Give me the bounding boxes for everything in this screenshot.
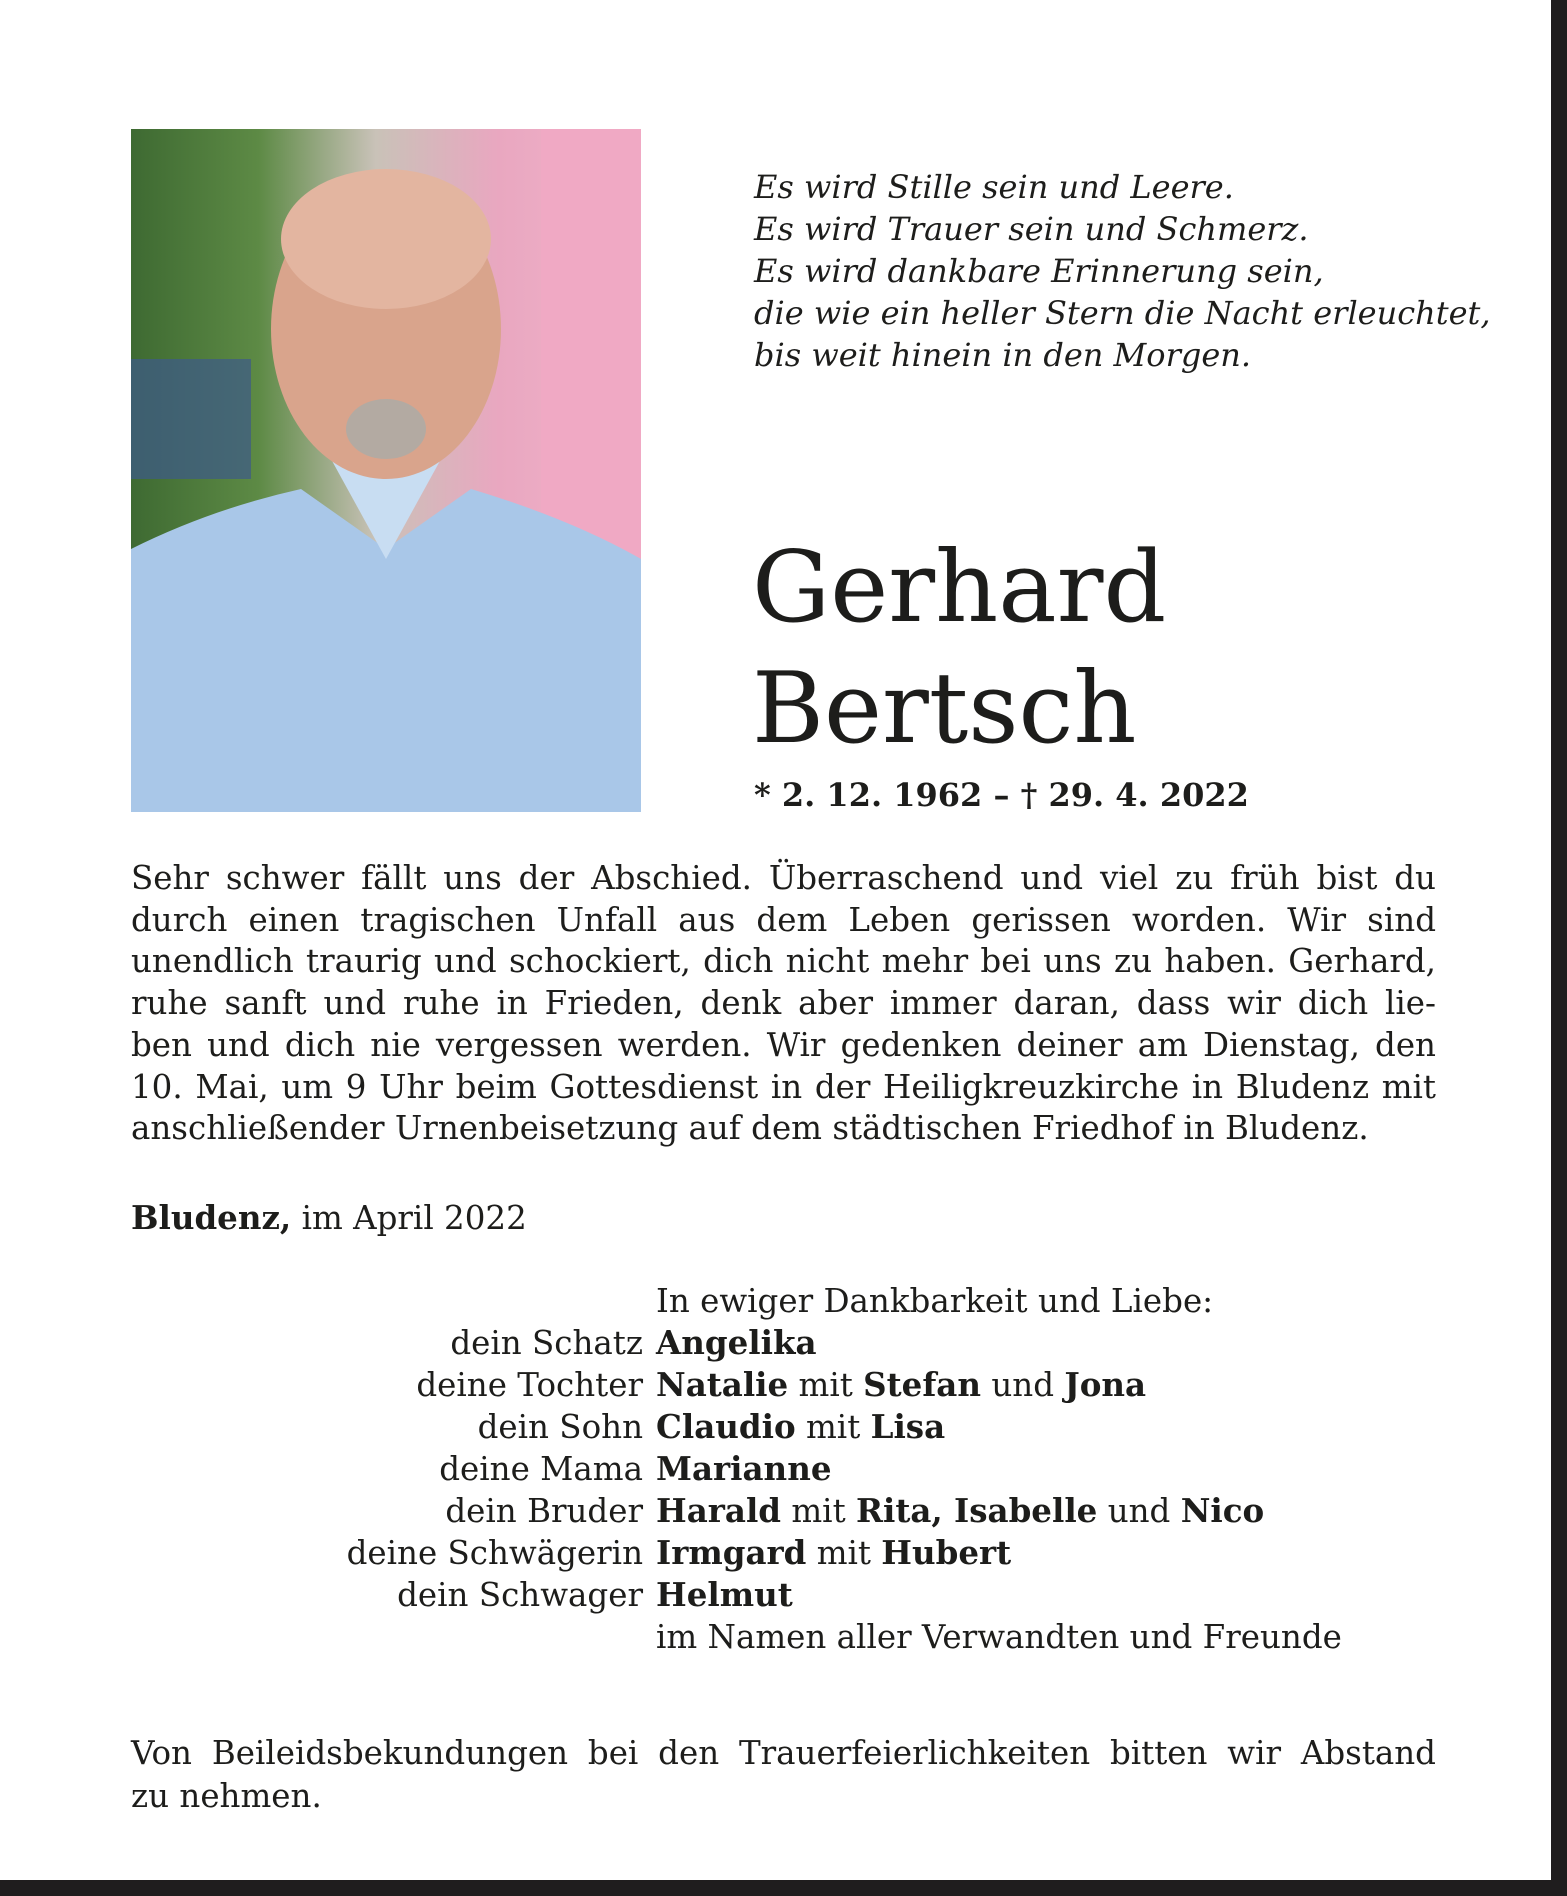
relative-names <box>656 1490 1264 1532</box>
signature-row <box>0 1406 1567 1448</box>
body-line: ruhe sanft und ruhe in Frieden, denk aber immer daran, dass wir dich lie- <box>131 984 1436 1023</box>
signature-row <box>0 1322 1567 1364</box>
relative-names <box>656 1448 832 1490</box>
signature-closing: im Namen aller Verwandten und Freunde <box>656 1618 1342 1656</box>
relative-names <box>656 1364 1146 1406</box>
closing-line: zu nehmen. <box>131 1777 322 1815</box>
poem-line: die wie ein heller Stern die Nacht erleuchtet, <box>754 294 1491 332</box>
body-line: Sehr schwer fällt uns der Abschied. Überraschend und viel zu früh bist du <box>131 859 1436 897</box>
relative-name: Hubert <box>881 1533 1012 1572</box>
relation-label: deine Tochter <box>416 1366 643 1404</box>
relation-label: dein Schwager <box>397 1576 643 1614</box>
deceased-name <box>752 528 1166 770</box>
body-line: durch einen tragischen Unfall aus dem Leben gerissen worden. Wir sind <box>131 900 1436 939</box>
connector: und <box>1097 1492 1181 1530</box>
relation-label: deine Mama <box>439 1450 643 1488</box>
portrait-photo <box>131 129 641 812</box>
relative-name: Irmgard <box>656 1533 807 1572</box>
poem <box>754 166 1491 376</box>
life-dates: * 2. 12. 1962 – † 29. 4. 2022 <box>754 776 1249 814</box>
relative-name: Nico <box>1180 1491 1265 1530</box>
place-month: im April 2022 <box>291 1199 527 1237</box>
connector: mit <box>806 1534 882 1572</box>
relative-name: Claudio <box>656 1407 796 1446</box>
border-bottom <box>0 1880 1567 1896</box>
signature-row <box>0 1364 1567 1406</box>
relative-name: Lisa <box>870 1407 946 1446</box>
signature-row <box>0 1532 1567 1574</box>
connector: mit <box>795 1408 871 1446</box>
relative-names <box>656 1322 817 1364</box>
relative-name: Rita, Isabelle <box>855 1491 1098 1530</box>
relative-name: Harald <box>656 1491 782 1530</box>
first-name: Gerhard <box>752 531 1167 645</box>
signature-row <box>0 1448 1567 1490</box>
poem-line: Es wird dankbare Erinnerung sein, <box>754 252 1324 290</box>
relative-name: Stefan <box>863 1365 981 1404</box>
connector: mit <box>788 1366 864 1404</box>
poem-line: Es wird Trauer sein und Schmerz. <box>754 210 1309 248</box>
place-date <box>131 1198 527 1237</box>
body-line: anschließender Urnenbeisetzung auf dem städtischen Friedhof in Bludenz. <box>131 1109 1369 1148</box>
signatures <box>0 1280 1567 1658</box>
relative-names <box>656 1574 793 1616</box>
relative-names <box>656 1406 945 1448</box>
closing-line: Von Beileidsbekundungen bei den Trauerfeierlichkeiten bitten wir Abstand <box>131 1734 1436 1772</box>
body-text <box>131 858 1436 1150</box>
last-name: Bertsch <box>752 652 1137 766</box>
relative-name: Helmut <box>656 1575 793 1614</box>
relation-label: deine Schwägerin <box>346 1534 643 1572</box>
closing-note <box>131 1732 1436 1818</box>
relative-name: Natalie <box>656 1365 789 1404</box>
poem-line: Es wird Stille sein und Leere. <box>754 168 1234 206</box>
relation-label: dein Schatz <box>450 1324 643 1362</box>
relation-label: dein Bruder <box>445 1492 643 1530</box>
body-line: ben und dich nie vergessen werden. Wir gedenken deiner am Dienstag, den <box>131 1025 1436 1064</box>
relative-name: Marianne <box>656 1449 832 1488</box>
relative-name: Jona <box>1064 1365 1147 1404</box>
signature-row <box>0 1574 1567 1616</box>
signature-row <box>0 1490 1567 1532</box>
body-line: 10. Mai, um 9 Uhr beim Gottesdienst in der Heiligkreuzkirche in Bludenz mit <box>131 1067 1436 1106</box>
poem-line: bis weit hinein in den Morgen. <box>754 336 1252 374</box>
relative-name: Angelika <box>656 1323 817 1362</box>
connector: mit <box>781 1492 856 1530</box>
relation-label: dein Sohn <box>477 1408 643 1446</box>
relative-names <box>656 1532 1011 1574</box>
connector: und <box>981 1366 1065 1404</box>
body-line: unendlich traurig und schockiert, dich nicht mehr bei uns zu haben. Gerhard, <box>131 942 1436 981</box>
signature-intro: In ewiger Dankbarkeit und Liebe: <box>656 1282 1214 1320</box>
place-city: Bludenz, <box>131 1198 292 1237</box>
